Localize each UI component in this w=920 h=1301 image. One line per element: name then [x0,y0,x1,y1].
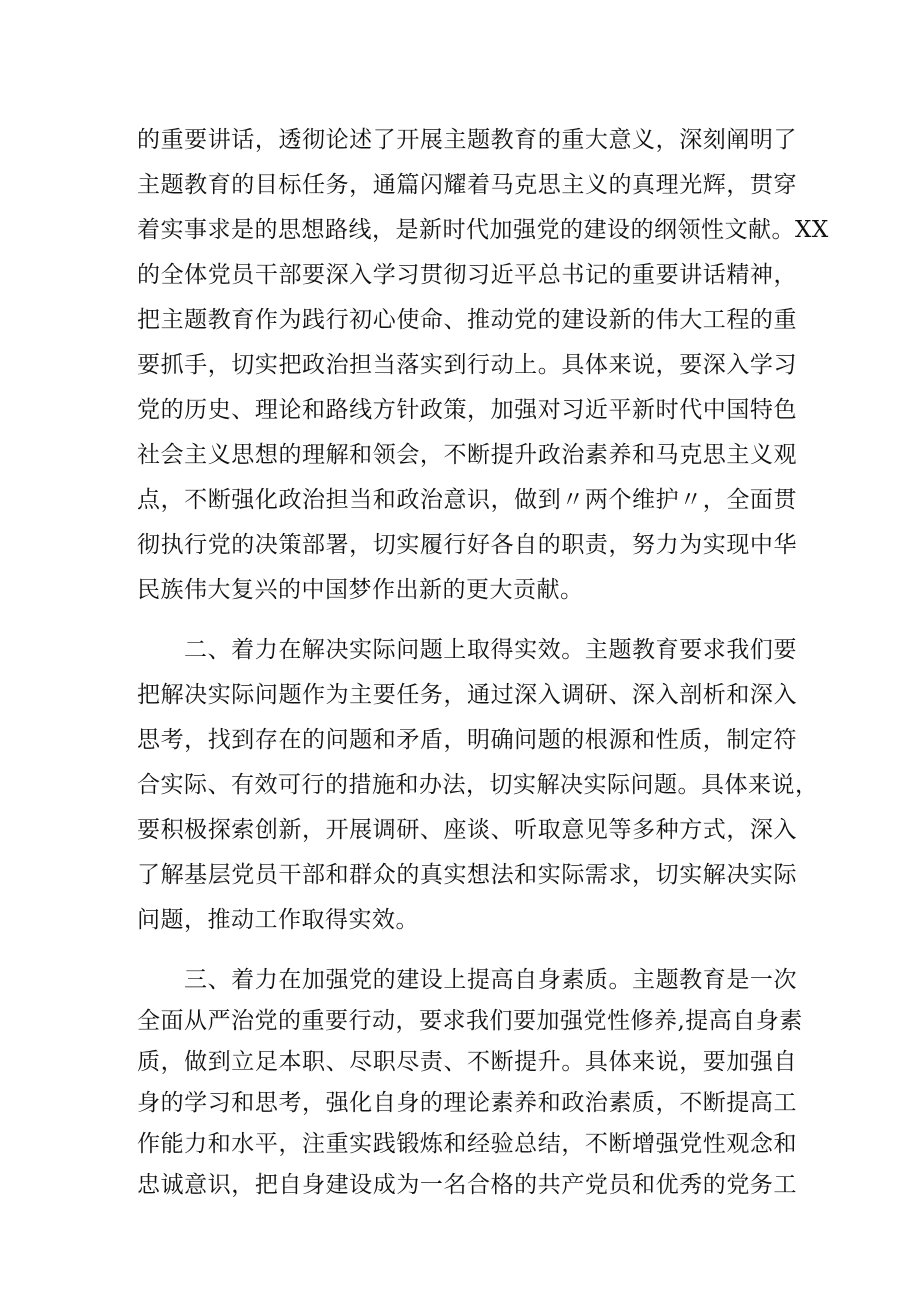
text-line: 民族伟大复兴的中国梦作出新的更大贡献。 [137,577,584,603]
text-line: 全面从严治党的重要行动，要求我们要加强党性修养,提高自身素 [137,1008,803,1034]
text-line: 着实事求是的思想路线，是新时代加强党的建设的纲领性文献。XX [137,217,829,243]
text-line: 二、着力在解决实际问题上取得实效。主题教育要求我们要 [184,637,797,663]
text-line: 社会主义思想的理解和领会，不断提升政治素养和马克思主义观 [137,442,797,468]
text-line: 要积极探索创新，开展调研、座谈、听取意见等多种方式，深入 [137,817,797,843]
text-line: 主题教育的目标任务，通篇闪耀着马克思主义的真理光辉，贯穿 [137,172,797,198]
text-line: 的全体党员干部要深入学习贯彻习近平总书记的重要讲话精神， [137,262,797,288]
text-line: 问题，推动工作取得实效。 [137,907,419,933]
text-line: 把解决实际问题作为主要任务，通过深入调研、深入剖析和深入 [137,682,797,708]
text-line: 身的学习和思考，强化自身的理论素养和政治素质，不断提高工 [137,1090,797,1116]
text-line: 把主题教育作为践行初心使命、推动党的建设新的伟大工程的重 [137,307,797,333]
text-line: 作能力和水平，注重实践锻炼和经验总结，不断增强党性观念和 [137,1131,797,1157]
text-line: 彻执行党的决策部署，切实履行好各自的职责，努力为实现中华 [137,532,797,558]
text-line: 了解基层党员干部和群众的真实想法和实际需求，切实解决实际 [137,862,797,888]
text-line: 忠诚意识，把自身建设成为一名合格的共产党员和优秀的党务工 [137,1172,797,1198]
text-line: 三、着力在加强党的建设上提高自身素质。主题教育是一次 [184,967,797,993]
text-line: 思考，找到存在的问题和矛盾，明确问题的根源和性质，制定符 [137,727,797,753]
text-line: 要抓手，切实把政治担当落实到行动上。具体来说，要深入学习 [137,352,797,378]
text-line: 质，做到立足本职、尽职尽责、不断提升。具体来说，要加强自 [137,1049,797,1075]
text-line: 合实际、有效可行的措施和办法，切实解决实际问题。具体来说， [137,772,819,798]
text-line: 的重要讲话，透彻论述了开展主题教育的重大意义，深刻阐明了 [137,127,797,153]
text-line: 点，不断强化政治担当和政治意识，做到〃两个维护〃，全面贯 [137,487,797,513]
text-line: 党的历史、理论和路线方针政策，加强对习近平新时代中国特色 [137,397,797,423]
